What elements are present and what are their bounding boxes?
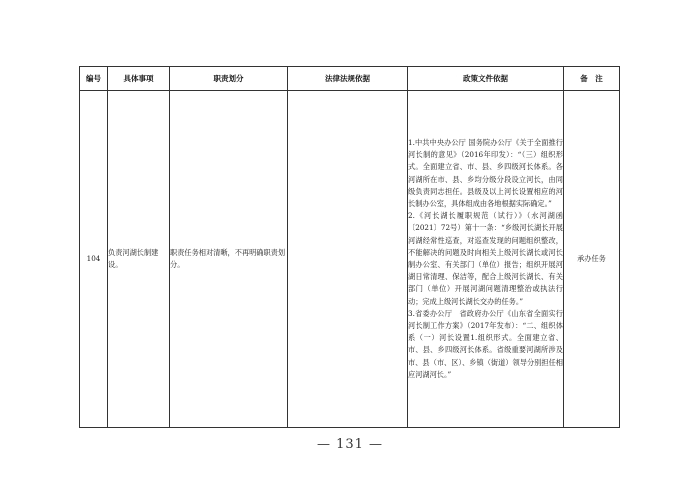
- header-duty: 职责划分: [170, 67, 288, 91]
- table-row: [80, 91, 620, 428]
- header-note: 备 注: [564, 67, 620, 91]
- policy-paragraph-2: 2.《河长湖长履职规范（试行）》（水河湖函〔2021〕72号）第十一条：“乡级河长湖长开展河湖经常性巡查，对巡查发现的问题组织整改，不能解决的问题及时向相关上级河长湖长或河长制办公室、有关部门（单位）报告；组织开展河湖日常清理、保洁等，配合上级河长湖长、有关部门（单位）开展河湖问题清理整治或执法行动；完成上级河长湖长交办的任务。”: [408, 211, 563, 306]
- header-no: 编号: [80, 67, 108, 91]
- header-law: 法律法规依据: [288, 67, 408, 91]
- responsibility-table: [79, 66, 620, 428]
- header-policy: 政策文件依据: [408, 67, 564, 91]
- policy-paragraph-3: 3.省委办公厅 省政府办公厅《山东省全面实行河长制工作方案》（2017年发布）：“二、组织体系（一）河长设置1.组织形式。全面建立省、市、县、乡四级河长体系。省级重要河湖所涉及市、县（市、区）、乡镇（街道）领导分别担任相应河湖河长。”: [408, 308, 563, 379]
- table-header-row: [80, 67, 620, 91]
- header-item: 具体事项: [108, 67, 170, 91]
- cell-no: 104: [80, 91, 108, 428]
- cell-item: 负责河湖长制建设。: [108, 91, 170, 428]
- cell-policy: [408, 91, 564, 428]
- cell-note: 承办任务: [564, 91, 620, 428]
- policy-paragraph-1: 1.中共中央办公厅 国务院办公厅《关于全面推行河长制的意见》（2016年印发）：“（三）组织形式。全面建立省、市、县、乡四级河长体系。各河湖所在市、县、乡均分级分段设立河长，由同级负责同志担任。县级及以上河长设置相应的河长制办公室，具体组成由各地根据实际确定。”: [408, 137, 563, 208]
- cell-law: [288, 91, 408, 428]
- page-number: — 131 —: [316, 437, 384, 452]
- cell-duty: 职责任务相对清晰，不再明确职责划分。: [170, 91, 288, 428]
